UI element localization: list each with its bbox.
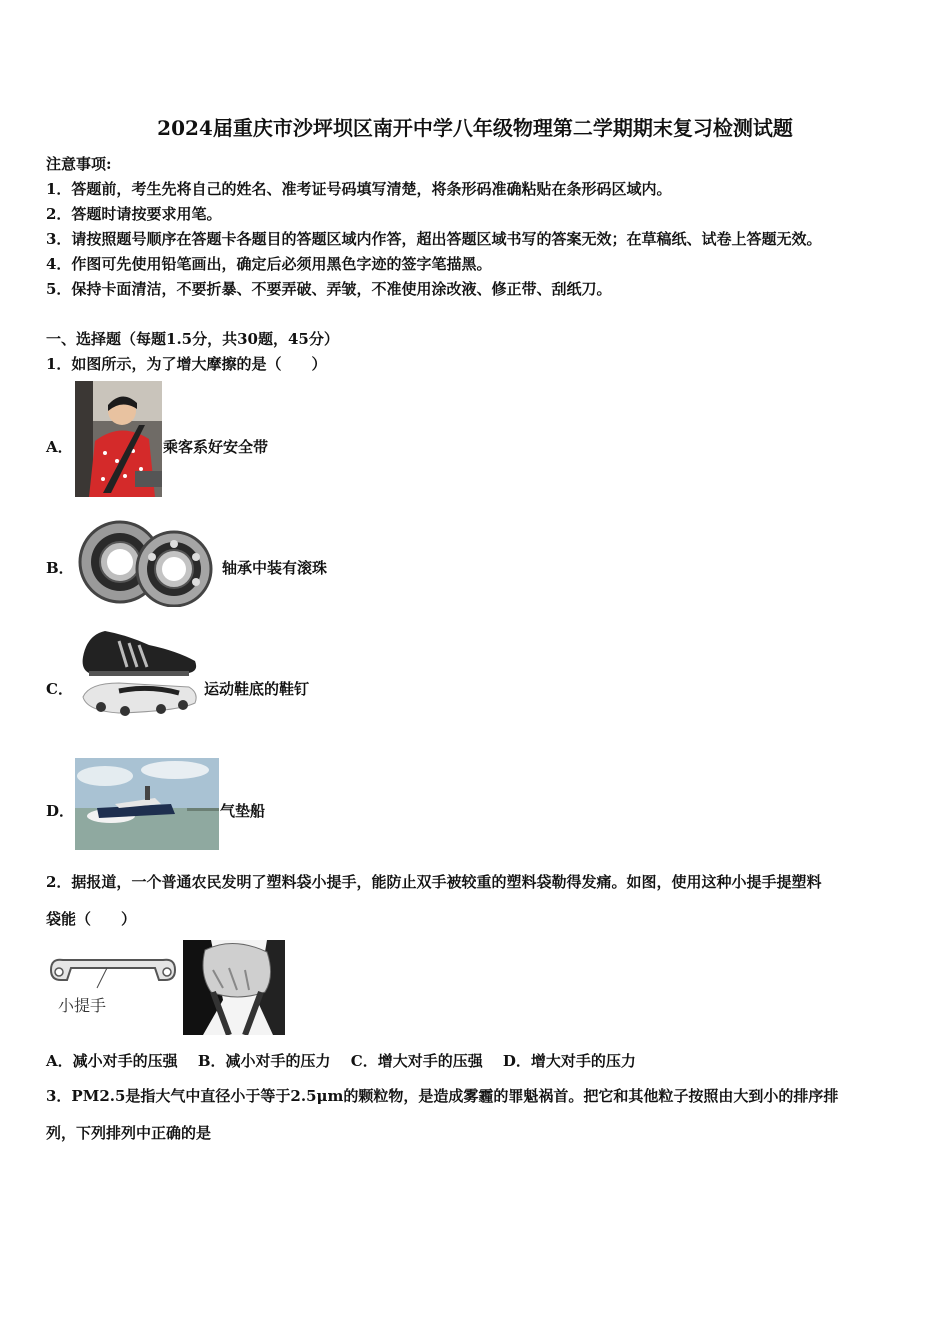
q1-option-c-letter: C． bbox=[46, 680, 73, 698]
notice-heading: 注意事项: bbox=[46, 155, 112, 173]
q3-stem-line1: 3．PM2.5是指大气中直径小于等于2.5μm的颗粒物，是造成雾霾的罪魁祸首。把它和其他粒子按照由大到小的排序排 bbox=[46, 1087, 839, 1105]
notice-item-4: 4．作图可先使用铅笔画出，确定后必须用黑色字迹的签字笔描黑。 bbox=[46, 255, 492, 273]
q2-stem-line1: 2．据报道，一个普通农民发明了塑料袋小提手，能防止双手被较重的塑料袋勒得发痛。如图，使用这种小提手提塑料 bbox=[46, 873, 822, 891]
hand-holding-bag-image bbox=[183, 940, 285, 1035]
q1-option-b-text: 轴承中装有滚珠 bbox=[222, 559, 328, 577]
notice-item-1: 1．答题前，考生先将自己的姓名、准考证号码填写清楚，将条形码准确粘贴在条形码区域内。 bbox=[46, 180, 672, 198]
hovercraft-image bbox=[75, 758, 219, 850]
q1-option-a-text: 乘客系好安全带 bbox=[163, 438, 269, 456]
q1-option-d-text: 气垫船 bbox=[220, 802, 266, 820]
notice-item-5: 5．保持卡面清洁，不要折暴、不要弄破、弄皱，不准使用涂改液、修正带、刮纸刀。 bbox=[46, 280, 612, 298]
q3-stem-line2: 列，下列排列中正确的是 bbox=[46, 1124, 212, 1142]
notice-item-3: 3．请按照题号顺序在答题卡各题目的答题区域内作答，超出答题区域书写的答案无效；在草稿纸、试卷上答题无效。 bbox=[46, 230, 822, 248]
handle-label: 小提手 bbox=[58, 996, 107, 1015]
page-title: 2024届重庆市沙坪坝区南开中学八年级物理第二学期期末复习检测试题 bbox=[157, 116, 793, 140]
notice-item-2: 2．答题时请按要求用笔。 bbox=[46, 205, 222, 223]
q1-option-c-text: 运动鞋底的鞋钉 bbox=[204, 680, 310, 698]
q1-option-b-letter: B． bbox=[46, 559, 74, 577]
q1-stem: 1．如图所示，为了增大摩擦的是（ ） bbox=[46, 355, 327, 373]
q1-option-d-letter: D． bbox=[46, 802, 75, 820]
ball-bearing-image bbox=[76, 517, 218, 607]
soccer-cleat-image bbox=[79, 627, 201, 725]
seatbelt-image bbox=[75, 381, 162, 497]
q2-options: A．减小对手的压强 B．减小对手的压力 C．增大对手的压强 D．增大对手的压力 bbox=[46, 1052, 636, 1070]
q2-stem-line2: 袋能（ ） bbox=[46, 910, 137, 928]
q1-option-a-letter: A． bbox=[46, 438, 73, 456]
section-heading: 一、选择题（每题1.5分，共30题，45分） bbox=[46, 330, 339, 348]
